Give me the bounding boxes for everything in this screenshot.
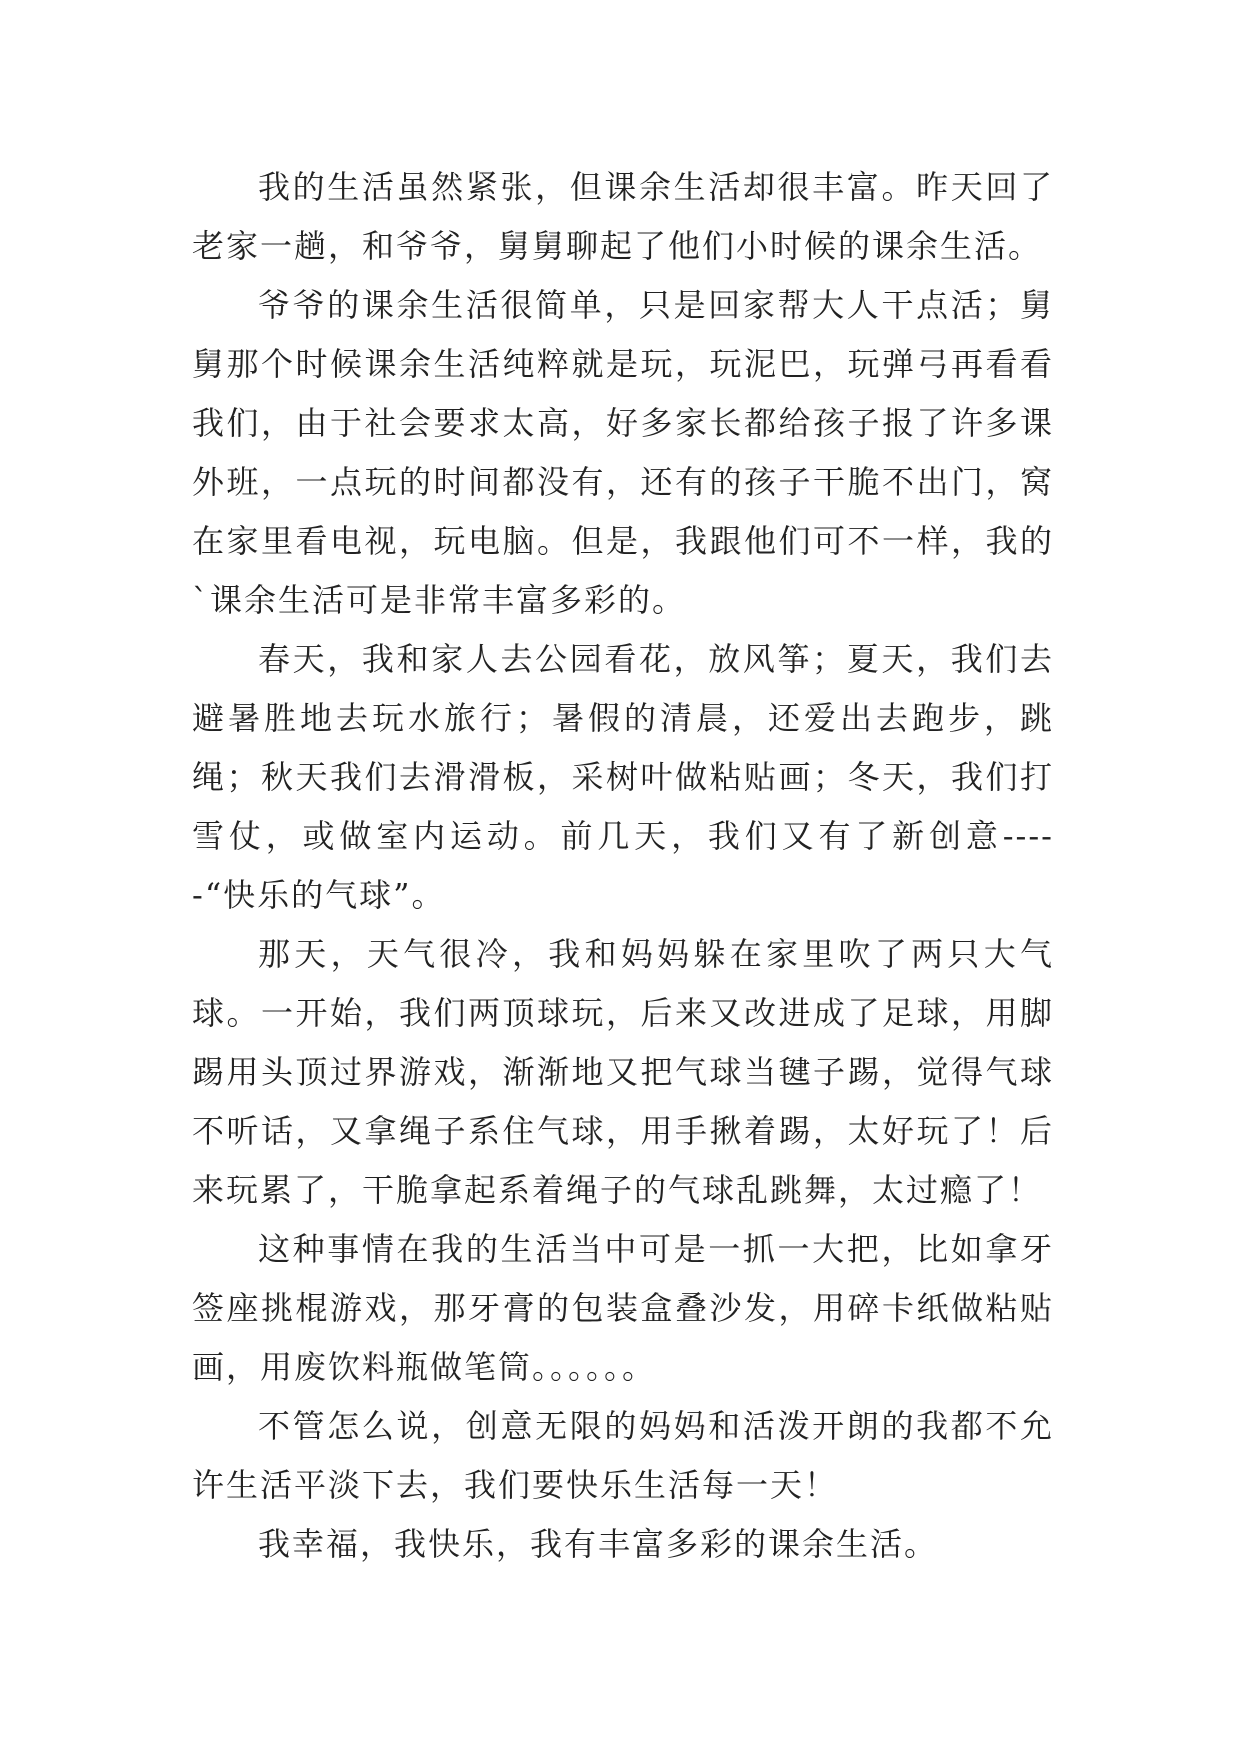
paragraph-5: 这种事情在我的生活当中可是一抓一大把，比如拿牙签座挑棍游戏，那牙膏的包装盒叠沙发，用碎卡纸做粘贴画，用废饮料瓶做笔筒。。。。。。 <box>192 1230 1054 1386</box>
paragraph-4: 那天，天气很冷，我和妈妈躲在家里吹了两只大气球。一开始，我们两顶球玩，后来又改进成了足球，用脚踢用头顶过界游戏，渐渐地又把气球当毽子踢，觉得气球不听话，又拿绳子系住气球，用手揪着踢，太好玩了！后来玩累了，干脆拿起系着绳子的气球乱跳舞，太过瘾了！ <box>192 935 1054 1209</box>
paragraph-7: 我幸福，我快乐，我有丰富多彩的课余生活。 <box>258 1525 939 1563</box>
paragraph-1: 我的生活虽然紧张，但课余生活却很丰富。昨天回了老家一趟，和爷爷，舅舅聊起了他们小时候的课余生活。 <box>192 168 1054 265</box>
essay-body <box>192 158 1054 1574</box>
paragraph-3: 春天，我和家人去公园看花，放风筝；夏天，我们去避暑胜地去玩水旅行；暑假的清晨，还爱出去跑步，跳绳；秋天我们去滑滑板，采树叶做粘贴画；冬天，我们打雪仗，或做室内运动。前几天，我们又有了新创意-----“快乐的气球”。 <box>192 640 1054 914</box>
paragraph-6: 不管怎么说，创意无限的妈妈和活泼开朗的我都不允许生活平淡下去，我们要快乐生活每一天！ <box>192 1407 1054 1504</box>
paragraph-2: 爷爷的课余生活很简单，只是回家帮大人干点活；舅舅那个时候课余生活纯粹就是玩，玩泥巴，玩弹弓再看看我们，由于社会要求太高，好多家长都给孩子报了许多课外班，一点玩的时间都没有，还有的孩子干脆不出门，窝在家里看电视，玩电脑。但是，我跟他们可不一样，我的`课余生活可是非常丰富多彩的。 <box>192 286 1054 619</box>
